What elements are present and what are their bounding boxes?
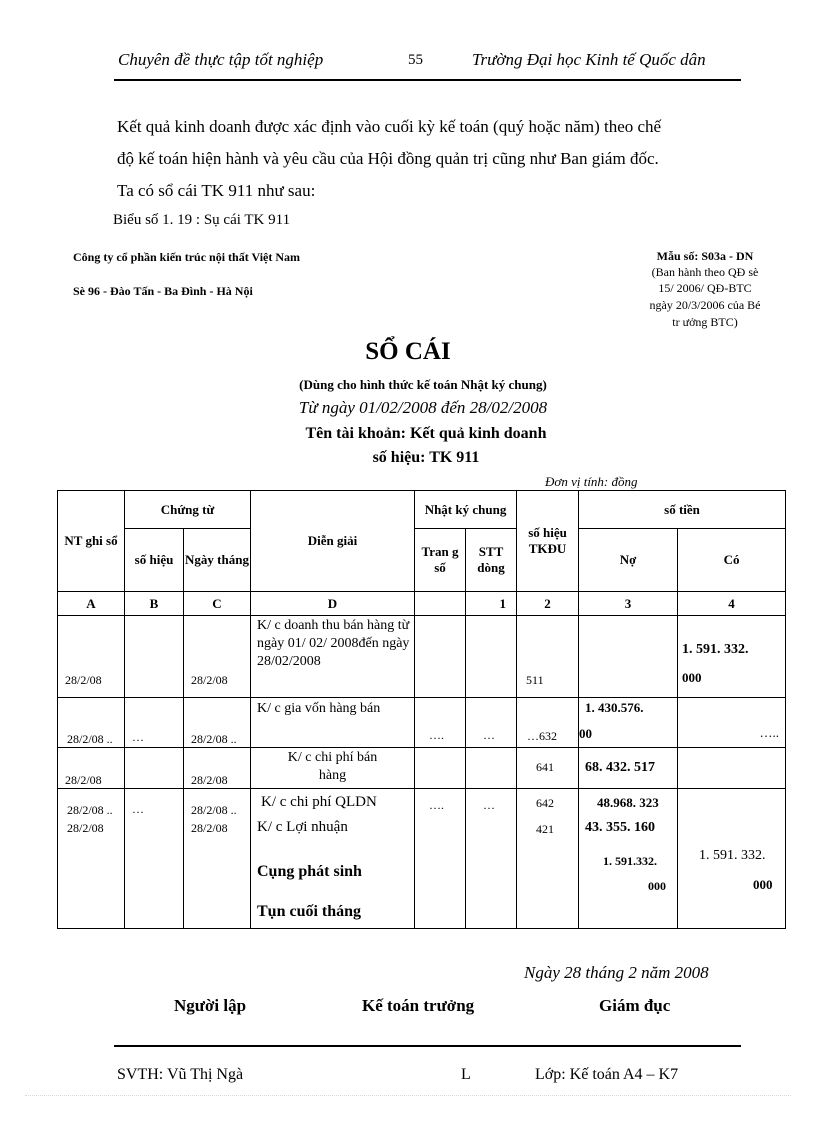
col-nhatky-header: Nhật ký chung (415, 491, 517, 529)
account-number: số hiệu: TK 911 (372, 449, 480, 466)
row-description: K/ c chi phí QLDN (261, 794, 377, 810)
col-stt-header: STT dòng (466, 529, 517, 592)
col-sotien-header: số tiền (579, 491, 786, 529)
ledger-period: Từ ngày 01/02/2008 đến 28/02/2008 (298, 398, 548, 417)
form-code: Mẫu số: S03a - DN (656, 249, 754, 263)
row-account: 511 (526, 673, 544, 687)
row-description: K/ c Lợi nhuận (257, 819, 348, 835)
page-number: 55 (408, 52, 423, 68)
row-page: …. (429, 798, 444, 812)
total-credit: 1. 591. 332. (699, 848, 766, 863)
figure-caption: Biểu số 1. 19 : Sụ cái TK 911 (113, 212, 291, 228)
code-cell: 2 (517, 592, 579, 616)
total-debit: 1. 591.332. (603, 854, 658, 868)
row-doc-number: … (132, 730, 144, 744)
paragraph-line-3: Ta có sổ cái TK 911 như sau: (117, 181, 316, 200)
paragraph-line-1: Kết quả kinh doanh được xác định vào cuối kỳ kế toán (quý hoặc năm) theo chế (117, 117, 662, 136)
row-account: 641 (536, 760, 555, 774)
row-description: K/ c doanh thu bán hàng từ ngày 01/ 02/ 2008đến ngày 28/02/2008 (251, 616, 415, 698)
row-doc-date: 28/2/08 .. (191, 732, 237, 746)
col-diengiai-header: Diễn giải (251, 491, 415, 592)
row-doc-date: 28/2/08 (191, 673, 228, 687)
row-doc-date: 28/2/08 .. (191, 803, 237, 817)
column-code-row (58, 592, 786, 616)
header-rule (114, 79, 741, 81)
row-date: 28/2/08 (65, 673, 102, 687)
signature-date: Ngày 28 tháng 2 năm 2008 (524, 963, 709, 982)
code-cell: 3 (579, 592, 678, 616)
row-date: 28/2/08 .. (67, 732, 113, 746)
row-credit: 1. 591. 332. (682, 642, 749, 657)
col-co-header: Có (678, 529, 786, 592)
row-debit: 43. 355. 160 (585, 820, 656, 835)
ledger-title: SỔ CÁI (365, 338, 451, 365)
row-debit-cont: 00 (579, 726, 593, 741)
row-date: 28/2/08 (67, 821, 104, 835)
row-page: …. (429, 728, 444, 742)
unit-label: Đơn vị tính: đồng (545, 474, 638, 489)
col-nt-header: NT ghi sổ (58, 491, 125, 592)
col-trang-header: Tran g số (415, 529, 466, 592)
code-cell: B (125, 592, 184, 616)
table-row (58, 616, 786, 698)
total-credit-cont: 000 (753, 877, 773, 892)
row-description: K/ c chi phí bán hàng (251, 748, 415, 789)
total-arising-label: Cụng phát sinh (257, 863, 362, 880)
row-account: …632 (527, 729, 558, 743)
row-credit-cont: 000 (682, 670, 702, 685)
table-row (58, 698, 786, 748)
col-chungtu-header: Chứng từ (125, 491, 251, 529)
footer-class: Lớp: Kế toán A4 – K7 (535, 1066, 679, 1083)
row-account: 642 (536, 796, 555, 810)
ledger-subtitle: (Dùng cho hình thức kế toán Nhật ký chung) (299, 377, 547, 392)
col-sohieu-header: số hiệu (125, 529, 184, 592)
code-cell: C (184, 592, 251, 616)
code-cell: 1 (466, 592, 517, 616)
table-row (58, 789, 786, 929)
row-debit: 1. 430.576. (585, 700, 644, 715)
signature-director: Giám đục (599, 996, 671, 1015)
col-tkdu-header: số hiệu TKĐU (517, 491, 579, 592)
row-line: … (483, 798, 495, 812)
signature-chief-accountant: Kế toán trưởng (362, 996, 475, 1015)
company-name: Công ty cổ phần kiến trúc nội thất Việt Nam (73, 250, 301, 264)
row-line: … (483, 728, 495, 742)
form-line-4: tr ưởng BTC) (672, 315, 738, 329)
row-debit: 48.968. 323 (597, 795, 659, 810)
form-line-1: (Ban hành theo QĐ sè (651, 265, 759, 279)
page-edge-dots (25, 1095, 791, 1096)
form-line-3: ngày 20/3/2006 của Bé (649, 298, 761, 312)
table-row (58, 748, 786, 789)
account-name: Tên tài khoản: Kết quả kinh doanh (305, 425, 547, 442)
ledger-table (57, 490, 786, 929)
paragraph-line-2: độ kế toán hiện hành và yêu cầu của Hội đồng quản trị cũng như Ban giám đốc. (117, 149, 659, 168)
row-date: 28/2/08 (65, 773, 102, 787)
code-cell: A (58, 592, 125, 616)
row-date: 28/2/08 .. (67, 803, 113, 817)
header-left: Chuyên đề thực tập tốt nghiệp (118, 50, 324, 69)
company-address: Sè 96 - Đào Tấn - Ba Đình - Hà Nội (73, 284, 253, 298)
row-account: 421 (536, 822, 555, 836)
row-doc-number: … (132, 802, 144, 816)
total-debit-cont: 000 (648, 879, 667, 893)
header-right: Trường Đại học Kinh tế Quốc dân (472, 50, 706, 69)
row-credit: ….. (759, 725, 780, 740)
code-cell: 4 (678, 592, 786, 616)
closing-balance-label: Tụn cuối tháng (257, 903, 362, 920)
row-debit: 68. 432. 517 (585, 760, 656, 775)
row-doc-date: 28/2/08 (191, 773, 228, 787)
code-cell (415, 592, 466, 616)
form-line-2: 15/ 2006/ QĐ-BTC (658, 281, 752, 295)
col-no-header: Nợ (579, 529, 678, 592)
code-cell: D (251, 592, 415, 616)
footer-mid: L (461, 1066, 471, 1083)
footer-student: SVTH: Vũ Thị Ngà (117, 1066, 244, 1083)
col-ngay-header: Ngày tháng (184, 529, 251, 592)
footer-rule (114, 1045, 741, 1047)
row-description: K/ c gia vốn hàng bán (251, 698, 415, 748)
signature-preparer: Người lập (174, 996, 247, 1015)
row-doc-date: 28/2/08 (191, 821, 228, 835)
